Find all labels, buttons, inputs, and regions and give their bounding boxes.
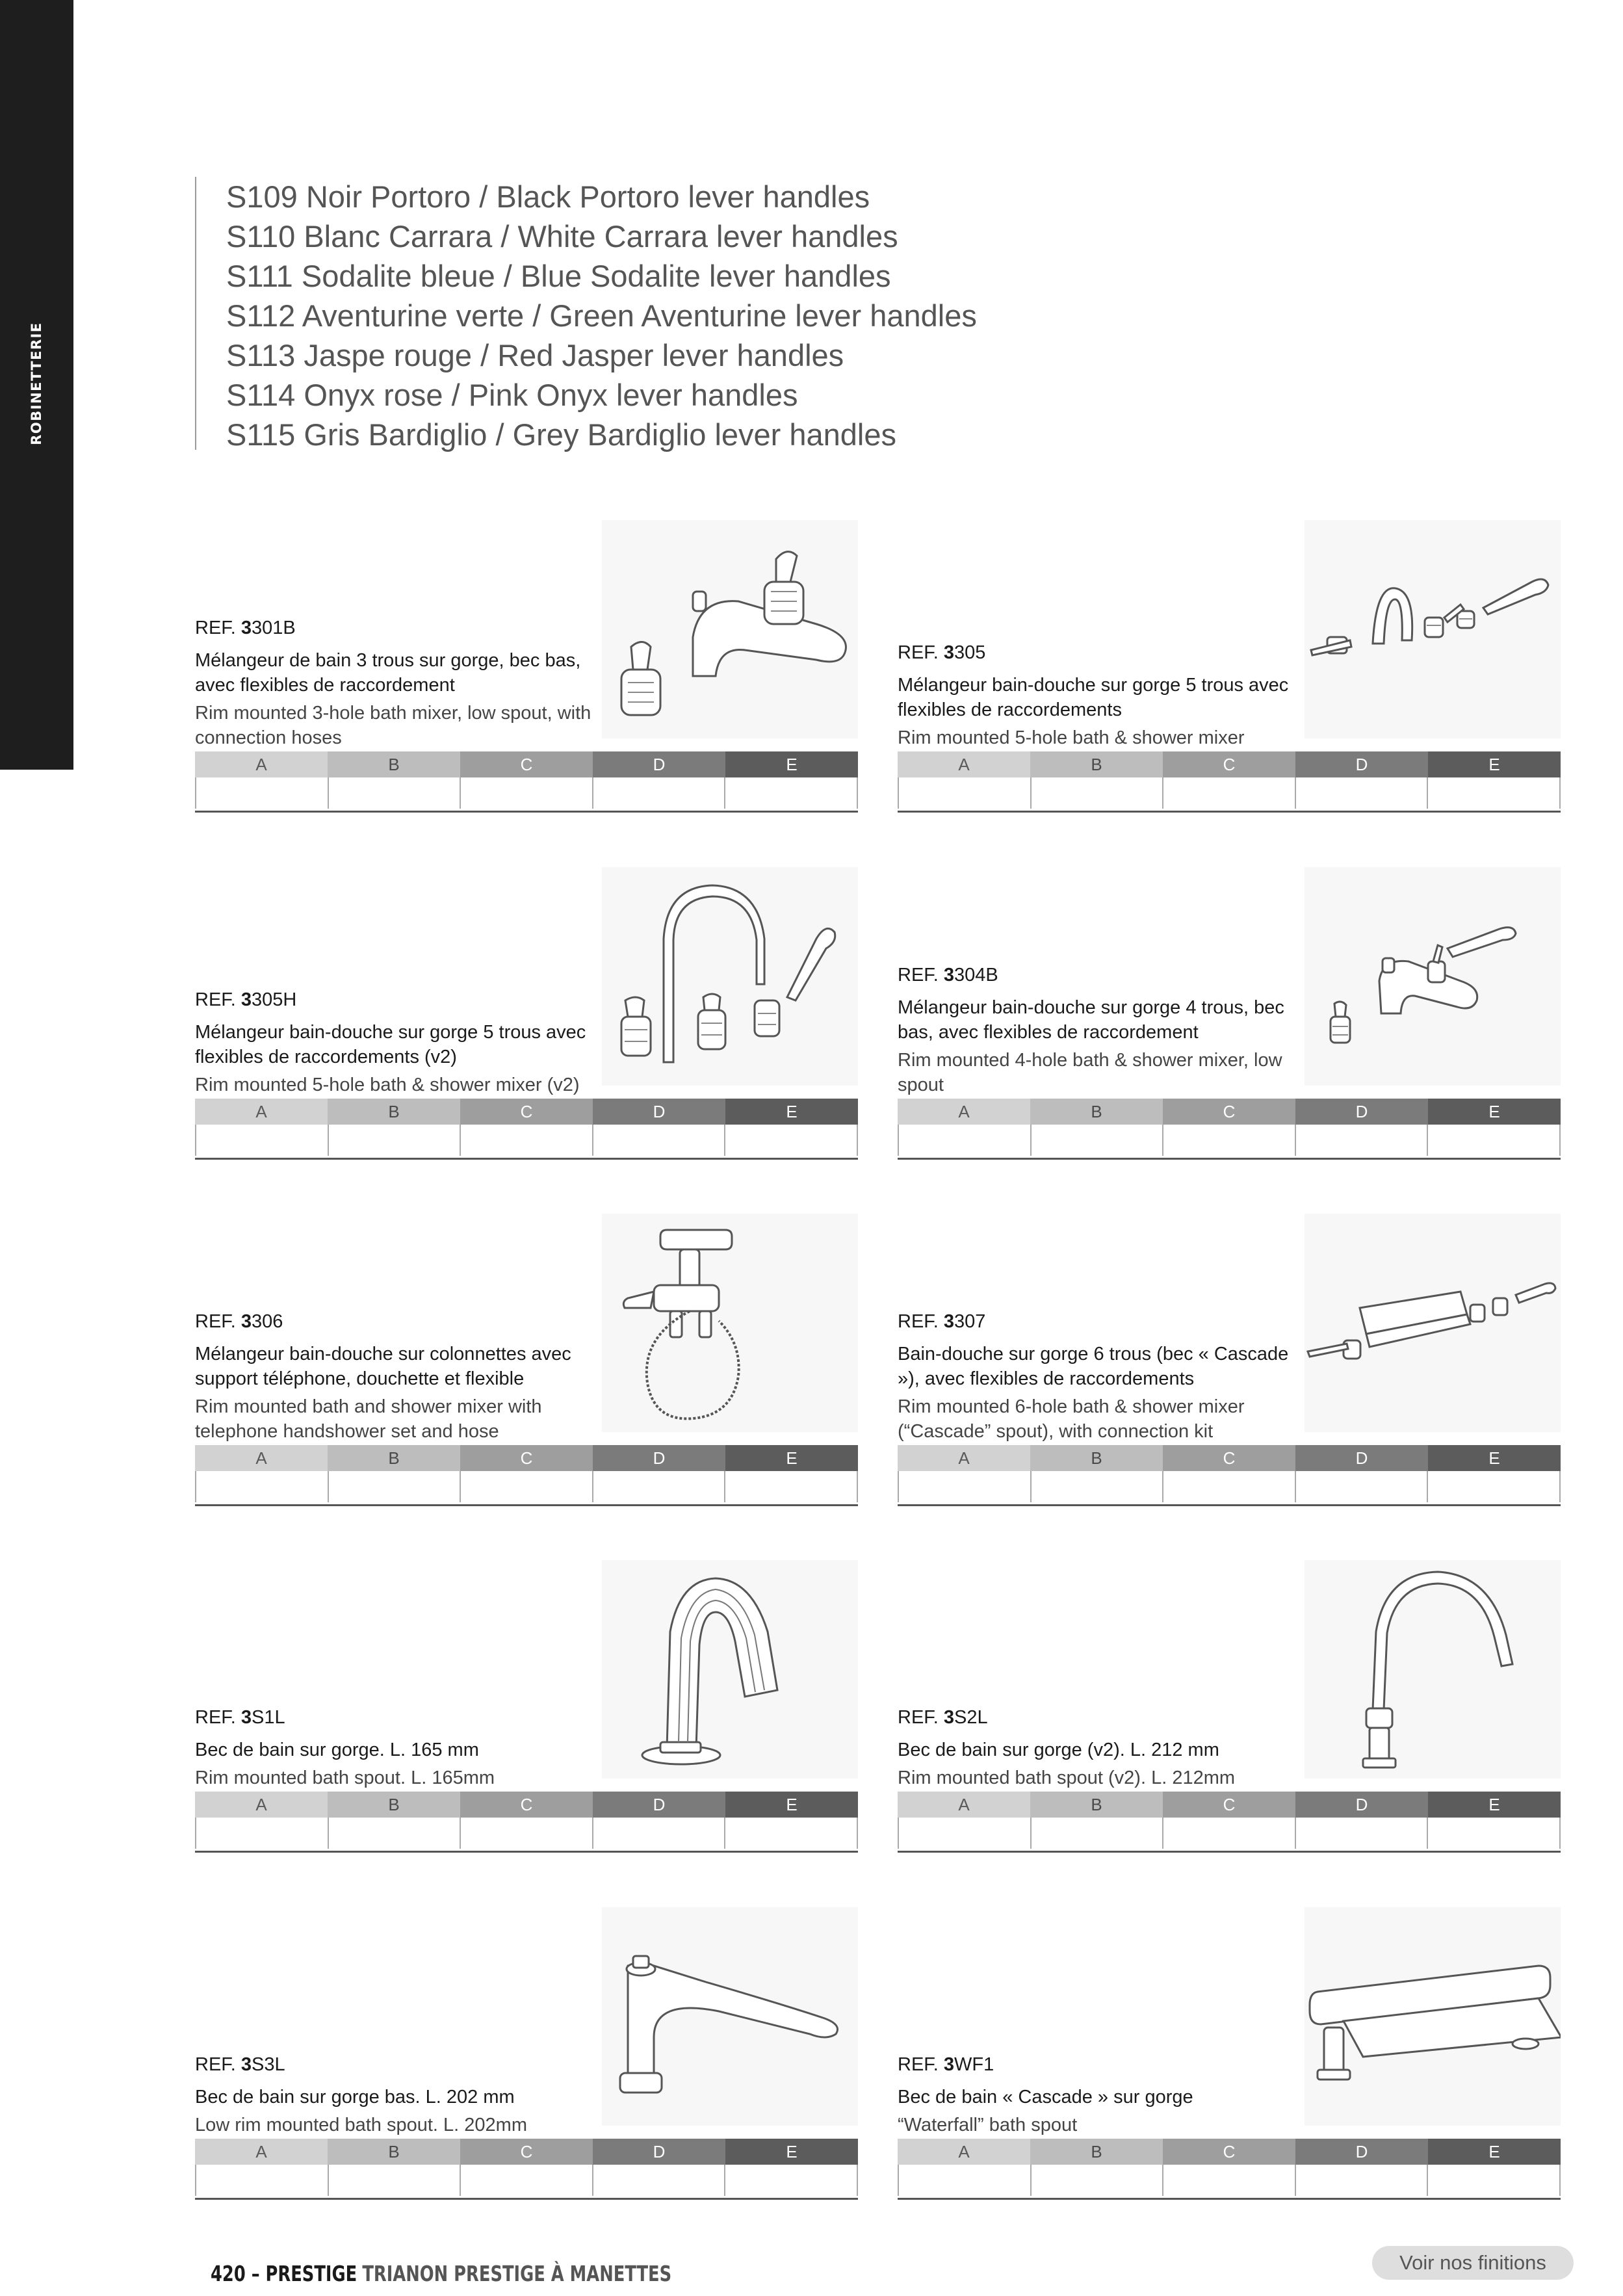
grid-col-d: D (1295, 751, 1428, 777)
grid-cell (1032, 2165, 1164, 2196)
grid-col-e: E (1428, 1445, 1561, 1471)
grid-col-c: C (460, 1792, 593, 1818)
bath-shower-mixer-5-hole-v2-icon (602, 867, 858, 1086)
product-description-en: Rim mounted 4-hole bath & shower mixer, low spout (898, 1050, 1282, 1095)
grid-col-d: D (593, 1445, 725, 1471)
bath-spout-v2-icon (1305, 1560, 1561, 1779)
bath-mixer-3-hole-icon (602, 520, 858, 738)
page-footer (211, 2261, 671, 2286)
grid-col-b: B (328, 2139, 460, 2165)
grid-cell (461, 1125, 593, 1156)
product-description-fr: Mélangeur bain-douche sur gorge 5 trous avec flexibles de raccordements (v2) (195, 1022, 586, 1067)
product-text (195, 989, 598, 1097)
grid-cell (725, 1125, 858, 1156)
low-bath-spout-icon (602, 1907, 858, 2126)
cascade-6-hole-mixer-icon (1305, 1214, 1561, 1432)
grid-col-a: A (195, 1792, 328, 1818)
product-ref: REF. 3WF1 (898, 2054, 994, 2075)
grid-cell (593, 1125, 726, 1156)
product-card (195, 1907, 858, 2200)
grid-col-b: B (1030, 2139, 1163, 2165)
grid-col-c: C (1163, 1792, 1295, 1818)
grid-col-e: E (725, 751, 858, 777)
product-image (1305, 1560, 1561, 1779)
product-description-en: Rim mounted bath spout (v2). L. 212mm (898, 1768, 1236, 1788)
grid-cell (1296, 1818, 1429, 1849)
grid-col-b: B (1030, 1099, 1163, 1125)
grid-cell (593, 1471, 726, 1502)
grid-col-d: D (593, 1099, 725, 1125)
finish-item: S109 Noir Portoro / Black Portoro lever handles (226, 179, 870, 214)
product-card (195, 1560, 858, 1853)
finish-grid (898, 1792, 1561, 1853)
grid-cell (329, 1125, 461, 1156)
grid-col-d: D (593, 1792, 725, 1818)
grid-col-a: A (898, 1445, 1030, 1471)
finish-item: S114 Onyx rose / Pink Onyx lever handles (226, 378, 798, 412)
grid-cell (329, 777, 461, 809)
view-finishes-button[interactable]: Voir nos finitions (1372, 2246, 1574, 2280)
grid-col-c: C (1163, 1099, 1295, 1125)
finish-item: S113 Jaspe rouge / Red Jasper lever handles (226, 338, 844, 372)
product-text (195, 1311, 598, 1444)
telephone-handshower-mixer-icon (602, 1214, 858, 1432)
grid-col-a: A (195, 1099, 328, 1125)
grid-cell (725, 2165, 858, 2196)
grid-col-a: A (195, 1445, 328, 1471)
grid-cell (1296, 1125, 1429, 1156)
grid-col-e: E (1428, 2139, 1561, 2165)
grid-cell (1428, 1125, 1561, 1156)
product-description-fr: Bain-douche sur gorge 6 trous (bec « Cascade »), avec flexibles de raccordements (898, 1344, 1289, 1389)
product-description-fr: Mélangeur de bain 3 trous sur gorge, bec bas, avec flexibles de raccordement (195, 650, 581, 696)
product-image (602, 1214, 858, 1432)
grid-cell (329, 1471, 461, 1502)
product-text (195, 1707, 598, 1790)
product-ref: REF. 3307 (898, 1311, 986, 1332)
grid-cell (1163, 1125, 1296, 1156)
product-text (195, 618, 598, 750)
product-text (898, 965, 1301, 1097)
grid-col-a: A (195, 751, 328, 777)
grid-cell (725, 1818, 858, 1849)
product-description-en: Rim mounted 5-hole bath & shower mixer (898, 727, 1245, 748)
product-image (1305, 520, 1561, 738)
finish-grid (195, 1445, 858, 1506)
grid-col-a: A (898, 2139, 1030, 2165)
product-image (1305, 1907, 1561, 2126)
collection-title: TRIANON PRESTIGE À MANETTES (362, 2261, 672, 2286)
product-description-fr: Bec de bain sur gorge. L. 165 mm (195, 1740, 479, 1760)
product-description-fr: Bec de bain « Cascade » sur gorge (898, 2087, 1193, 2107)
product-ref: REF. 3S1L (195, 1707, 285, 1728)
product-text (195, 2054, 598, 2137)
grid-col-d: D (1295, 1445, 1428, 1471)
grid-cell (1163, 2165, 1296, 2196)
grid-cell (329, 2165, 461, 2196)
grid-col-c: C (1163, 2139, 1295, 2165)
product-description-fr: Mélangeur bain-douche sur colonnettes avec support téléphone, douchette et flexible (195, 1344, 571, 1389)
grid-cell (196, 2165, 329, 2196)
product-image (602, 867, 858, 1086)
grid-col-c: C (1163, 1445, 1295, 1471)
grid-cell (1296, 2165, 1429, 2196)
product-ref: REF. 3301B (195, 618, 296, 638)
grid-col-d: D (1295, 1792, 1428, 1818)
waterfall-spout-icon (1305, 1907, 1561, 2126)
finish-item: S112 Aventurine verte / Green Aventurine lever handles (226, 298, 977, 333)
product-description-fr: Mélangeur bain-douche sur gorge 4 trous, bec bas, avec flexibles de raccordement (898, 997, 1284, 1043)
grid-cell (196, 1471, 329, 1502)
product-description-en: “Waterfall” bath spout (898, 2115, 1078, 2135)
grid-col-d: D (1295, 1099, 1428, 1125)
grid-col-d: D (1295, 2139, 1428, 2165)
grid-cell (196, 1125, 329, 1156)
grid-col-e: E (725, 1792, 858, 1818)
bath-shower-mixer-5-hole-icon (1305, 520, 1561, 738)
finish-grid (898, 2139, 1561, 2200)
grid-cell (1296, 1471, 1429, 1502)
grid-cell (593, 2165, 726, 2196)
side-tab (0, 0, 73, 770)
product-description-en: Rim mounted bath spout. L. 165mm (195, 1768, 495, 1788)
product-text (898, 1311, 1301, 1444)
bath-shower-mixer-4-hole-icon (1305, 867, 1561, 1086)
grid-cell (461, 1471, 593, 1502)
grid-cell (329, 1818, 461, 1849)
finish-grid (195, 1099, 858, 1160)
grid-col-b: B (1030, 751, 1163, 777)
grid-cell (1296, 777, 1429, 809)
grid-col-c: C (460, 751, 593, 777)
grid-cell (196, 1818, 329, 1849)
grid-cell (1163, 1471, 1296, 1502)
finish-grid (898, 1099, 1561, 1160)
grid-col-e: E (725, 1099, 858, 1125)
side-tab-label: ROBINETTERIE (29, 322, 44, 445)
product-description-fr: Bec de bain sur gorge bas. L. 202 mm (195, 2087, 515, 2107)
product-text (898, 642, 1301, 750)
product-description-en: Rim mounted 3-hole bath mixer, low spout, with connection hoses (195, 703, 591, 748)
finish-grid (195, 751, 858, 813)
product-image (1305, 867, 1561, 1086)
finish-grid (195, 1792, 858, 1853)
grid-cell (725, 1471, 858, 1502)
product-description-en: Rim mounted bath and shower mixer with telephone handshower set and hose (195, 1396, 542, 1442)
grid-cell (1163, 777, 1296, 809)
grid-cell (1032, 1818, 1164, 1849)
grid-cell (1428, 2165, 1561, 2196)
grid-cell (1428, 1471, 1561, 1502)
grid-cell (1032, 777, 1164, 809)
product-image (602, 520, 858, 738)
grid-cell (1428, 1818, 1561, 1849)
finish-item: S111 Sodalite bleue / Blue Sodalite lever handles (226, 259, 891, 293)
grid-col-c: C (1163, 751, 1295, 777)
grid-cell (593, 777, 726, 809)
product-card (898, 520, 1561, 813)
finish-grid (898, 1445, 1561, 1506)
product-ref: REF. 3S3L (195, 2054, 285, 2075)
finish-item: S110 Blanc Carrara / White Carrara lever handles (226, 219, 898, 254)
grid-cell (899, 777, 1032, 809)
product-card (195, 520, 858, 813)
grid-col-b: B (328, 1792, 460, 1818)
grid-col-a: A (898, 1099, 1030, 1125)
grid-cell (1032, 1125, 1164, 1156)
finish-item: S115 Gris Bardiglio / Grey Bardiglio lever handles (226, 417, 897, 452)
grid-cell (1032, 1471, 1164, 1502)
grid-col-b: B (328, 1445, 460, 1471)
product-ref: REF. 3304B (898, 965, 998, 985)
product-image (602, 1560, 858, 1779)
product-image (1305, 1214, 1561, 1432)
grid-cell (899, 1818, 1032, 1849)
page-number: 420 – PRESTIGE (211, 2261, 357, 2286)
product-text (898, 2054, 1301, 2137)
grid-col-e: E (725, 1445, 858, 1471)
grid-cell (196, 777, 329, 809)
grid-cell (461, 2165, 593, 2196)
grid-cell (461, 777, 593, 809)
grid-col-b: B (1030, 1445, 1163, 1471)
grid-col-e: E (1428, 751, 1561, 777)
grid-col-c: C (460, 2139, 593, 2165)
grid-cell (1163, 1818, 1296, 1849)
product-description-en: Low rim mounted bath spout. L. 202mm (195, 2115, 527, 2135)
grid-col-c: C (460, 1099, 593, 1125)
finishes-list (195, 177, 977, 450)
grid-cell (593, 1818, 726, 1849)
product-card (898, 1560, 1561, 1853)
product-card (898, 1214, 1561, 1506)
product-description-fr: Bec de bain sur gorge (v2). L. 212 mm (898, 1740, 1219, 1760)
product-ref: REF. 3305H (195, 989, 297, 1010)
grid-col-a: A (898, 1792, 1030, 1818)
grid-cell (1428, 777, 1561, 809)
grid-cell (899, 2165, 1032, 2196)
product-description-en: Rim mounted 5-hole bath & shower mixer (v2) (195, 1075, 580, 1095)
grid-cell (899, 1471, 1032, 1502)
product-ref: REF. 3305 (898, 642, 986, 663)
grid-col-a: A (898, 751, 1030, 777)
grid-cell (725, 777, 858, 809)
product-card (195, 1214, 858, 1506)
grid-col-d: D (593, 2139, 725, 2165)
grid-col-b: B (328, 751, 460, 777)
product-description-fr: Mélangeur bain-douche sur gorge 5 trous avec flexibles de raccordements (898, 675, 1289, 720)
product-ref: REF. 3306 (195, 1311, 283, 1332)
product-card (195, 867, 858, 1160)
product-card (898, 1907, 1561, 2200)
product-card (898, 867, 1561, 1160)
product-ref: REF. 3S2L (898, 1707, 988, 1728)
finish-grid (898, 751, 1561, 813)
grid-col-e: E (1428, 1792, 1561, 1818)
grid-col-e: E (725, 2139, 858, 2165)
grid-col-b: B (328, 1099, 460, 1125)
finish-grid (195, 2139, 858, 2200)
grid-col-c: C (460, 1445, 593, 1471)
product-image (602, 1907, 858, 2126)
product-description-en: Rim mounted 6-hole bath & shower mixer (“Cascade” spout), with connection kit (898, 1396, 1245, 1442)
grid-col-b: B (1030, 1792, 1163, 1818)
grid-col-a: A (195, 2139, 328, 2165)
grid-cell (899, 1125, 1032, 1156)
product-text (898, 1707, 1301, 1790)
grid-cell (461, 1818, 593, 1849)
grid-col-e: E (1428, 1099, 1561, 1125)
grid-col-d: D (593, 751, 725, 777)
bath-spout-icon (602, 1560, 858, 1779)
